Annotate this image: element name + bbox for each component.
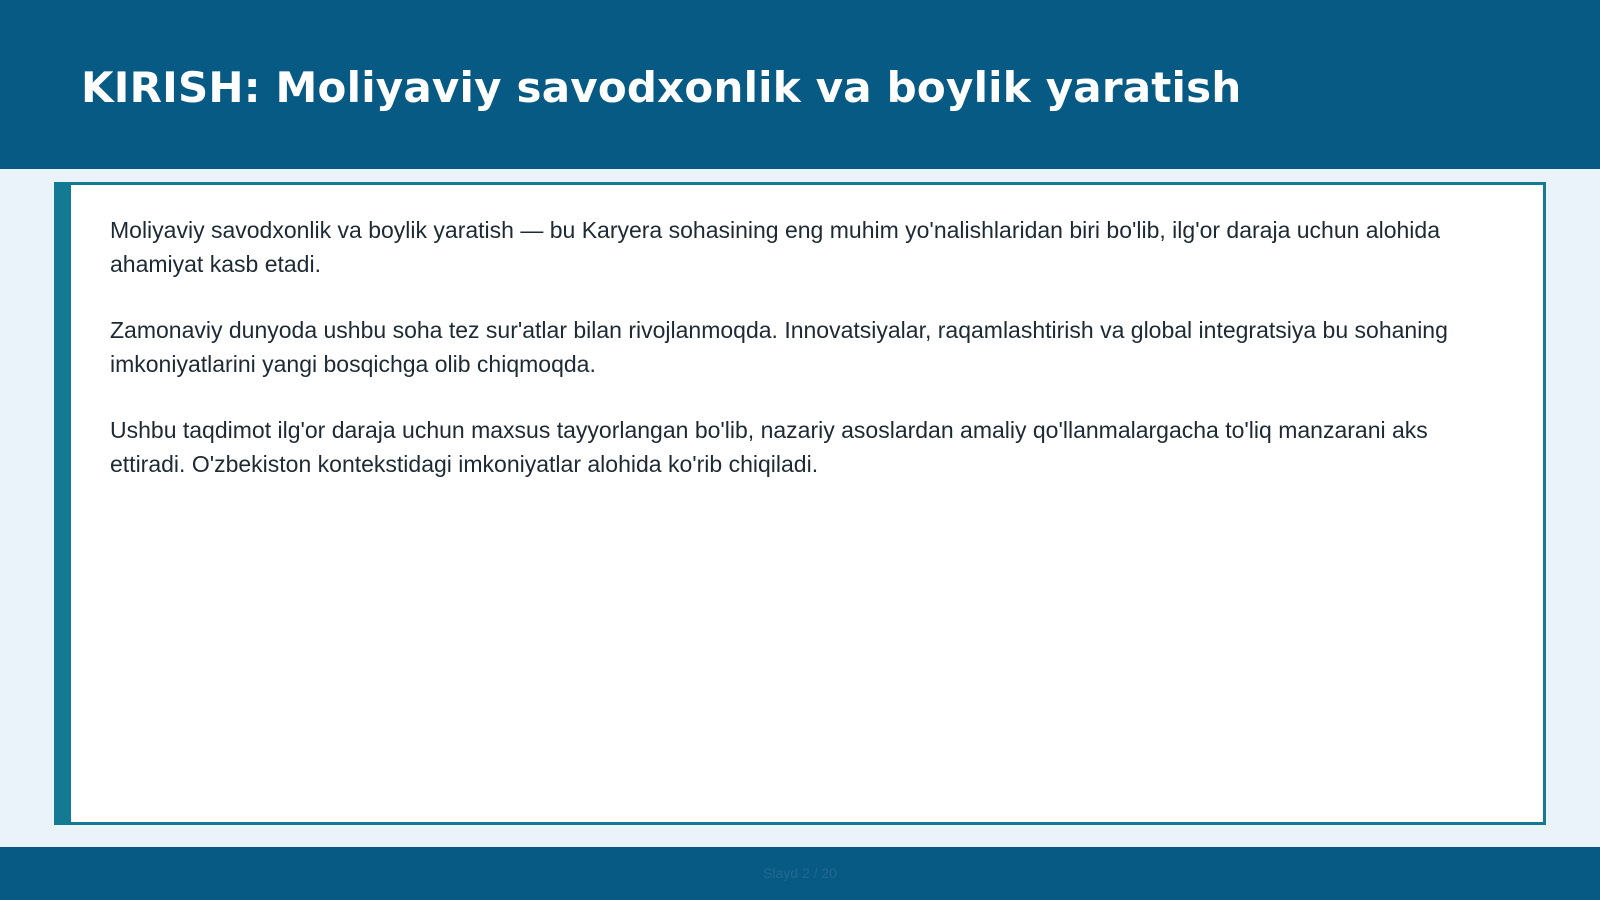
paragraph-1: Moliyaviy savodxonlik va boylik yaratish — bu Karyera sohasining eng muhim yo'nalishlaridan biri bo'lib, ilg'or daraja uchun alohida ahamiyat kasb etadi. [110,217,1440,277]
paragraph-3: Ushbu taqdimot ilg'or daraja uchun maxsus tayyorlangan bo'lib, nazariy asoslardan amaliy qo'llanmalargacha to'liq manzarani aks ettiradi. O'zbekiston kontekstidagi imkoniyatlar alohida ko'rib chiqiladi. [110,417,1428,477]
slide-footer [0,847,1600,900]
paragraph-2: Zamonaviy dunyoda ushbu soha tez sur'atlar bilan rivojlanmoqda. Innovatsiyalar, raqamlashtirish va global integratsiya bu sohaning imkoniyatlarini yangi bosqichga olib chiqmoqda. [110,317,1448,377]
content-body [110,213,1495,513]
slide-title: KIRISH: Moliyaviy savodxonlik va boylik yaratish [81,63,1242,112]
content-card [54,182,1546,825]
slide-number: Slayd 2 / 20 [763,865,837,881]
slide-header [0,0,1600,169]
